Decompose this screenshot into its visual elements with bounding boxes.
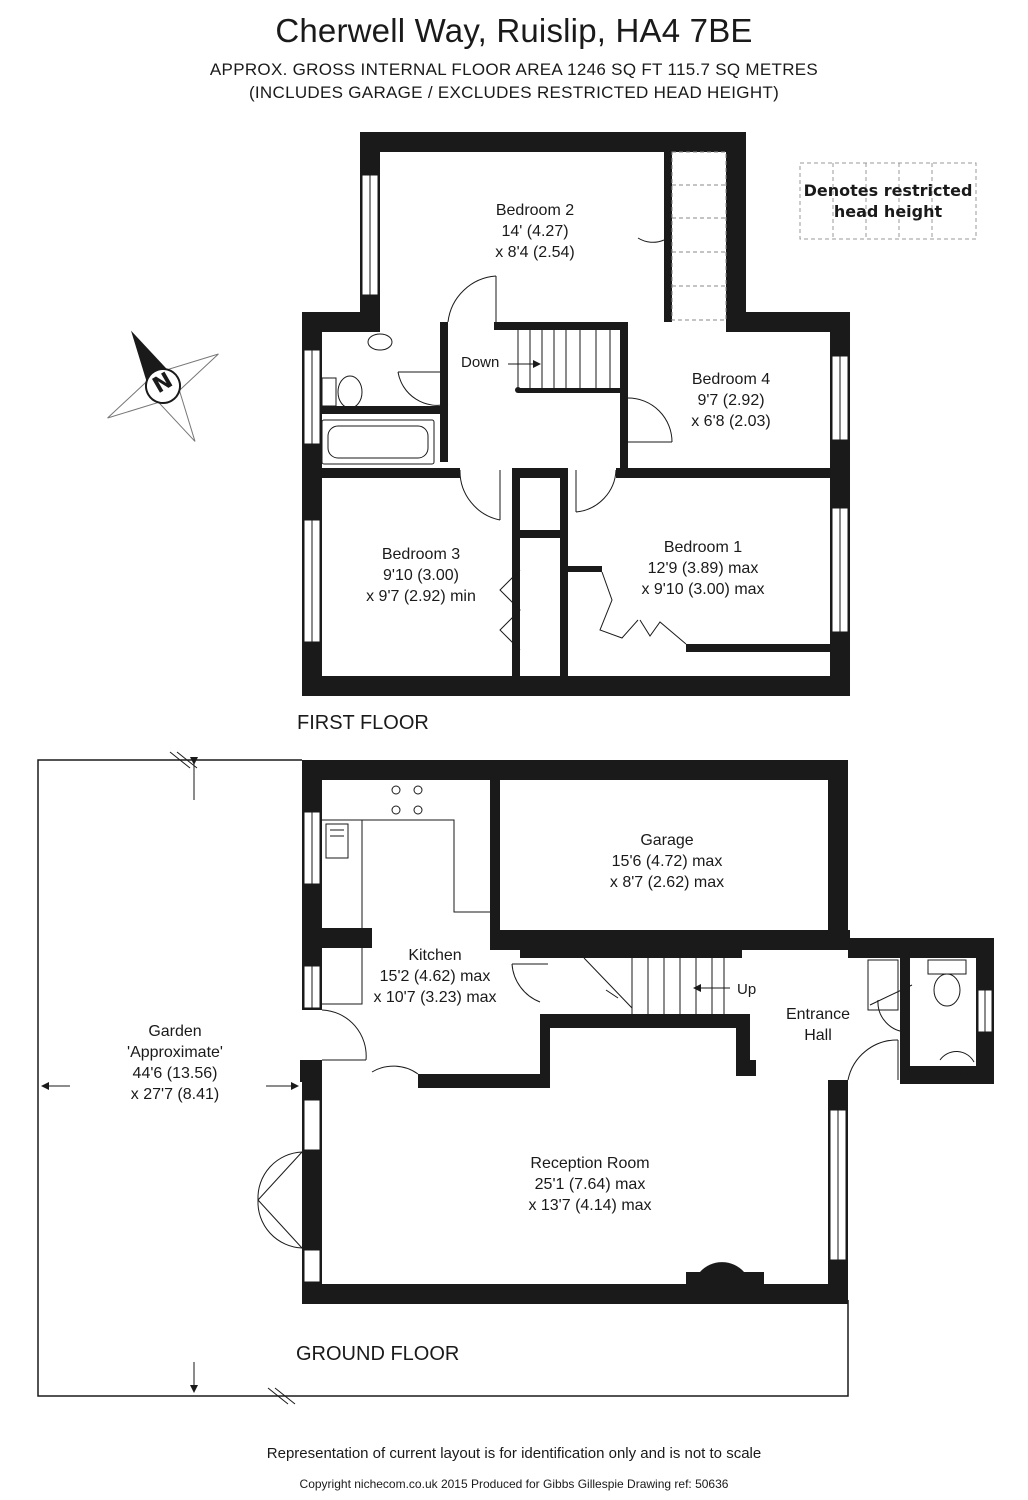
room-dim: x 8'7 (2.62) max: [609, 874, 725, 891]
room-dim: 44'6 (13.56): [132, 1065, 218, 1082]
room-name: Garage: [640, 832, 694, 849]
first-floor-label: FIRST FLOOR: [297, 712, 429, 734]
disclaimer-text: Representation of current layout is for identification only and is not to scale: [266, 1445, 762, 1462]
stairs-down-label: Down: [461, 354, 500, 371]
compass-north-label: N: [148, 368, 178, 399]
room-name: Garden: [148, 1023, 202, 1040]
room-reception: [515, 1153, 665, 1216]
ground-floor-label: GROUND FLOOR: [296, 1343, 460, 1365]
room-dim: 9'10 (3.00): [383, 567, 459, 584]
room-name: Kitchen: [408, 947, 462, 964]
room-dim: 12'9 (3.89) max: [647, 560, 759, 577]
room-bedroom-1: [628, 537, 778, 600]
room-dim: x 6'8 (2.03): [691, 413, 771, 430]
room-bedroom-2: [460, 200, 610, 263]
room-dim: x 10'7 (3.23) max: [373, 989, 497, 1006]
restricted-height-legend: [800, 180, 976, 222]
room-name: Bedroom 2: [495, 202, 575, 219]
room-name: Bedroom 1: [663, 539, 743, 556]
room-dim: x 9'10 (3.00) max: [641, 581, 765, 598]
room-dim: x 8'4 (2.54): [495, 244, 575, 261]
room-dim: 15'6 (4.72) max: [611, 853, 723, 870]
room-name: Entrance: [785, 1006, 851, 1023]
room-dim: 9'7 (2.92): [697, 392, 765, 409]
room-note: 'Approximate': [127, 1044, 223, 1061]
room-garden: [100, 1021, 250, 1105]
room-bedroom-3: [346, 544, 496, 607]
legend-line-1: Denotes restricted: [803, 181, 973, 200]
room-bedroom-4: [656, 369, 806, 432]
floor-area-line: APPROX. GROSS INTERNAL FLOOR AREA 1246 SQ FT 115.7 SQ METRES: [209, 60, 819, 79]
room-name: Bedroom 4: [691, 371, 771, 388]
room-kitchen: [360, 945, 510, 1008]
room-dim: 15'2 (4.62) max: [379, 968, 491, 985]
room-dim: 14' (4.27): [501, 223, 569, 240]
room-name: Bedroom 3: [381, 546, 461, 563]
room-dim: x 9'7 (2.92) min: [366, 588, 476, 605]
copyright-text: Copyright nichecom.co.uk 2015 Produced for Gibbs Gillespie Drawing ref: 50636: [299, 1477, 729, 1491]
plan-title: Cherwell Way, Ruislip, HA4 7BE: [275, 12, 753, 49]
area-note-line: (INCLUDES GARAGE / EXCLUDES RESTRICTED HEAD HEIGHT): [248, 83, 780, 102]
stairs-up-label: Up: [737, 981, 757, 998]
room-entrance-hall: [768, 1004, 868, 1046]
room-name-line-2: Hall: [804, 1027, 832, 1044]
room-dim: 25'1 (7.64) max: [534, 1176, 646, 1193]
room-dim: x 27'7 (8.41): [130, 1086, 220, 1103]
room-dim: x 13'7 (4.14) max: [528, 1197, 652, 1214]
room-garage: [592, 830, 742, 893]
room-name: Reception Room: [530, 1155, 650, 1172]
legend-line-2: head height: [833, 202, 943, 221]
